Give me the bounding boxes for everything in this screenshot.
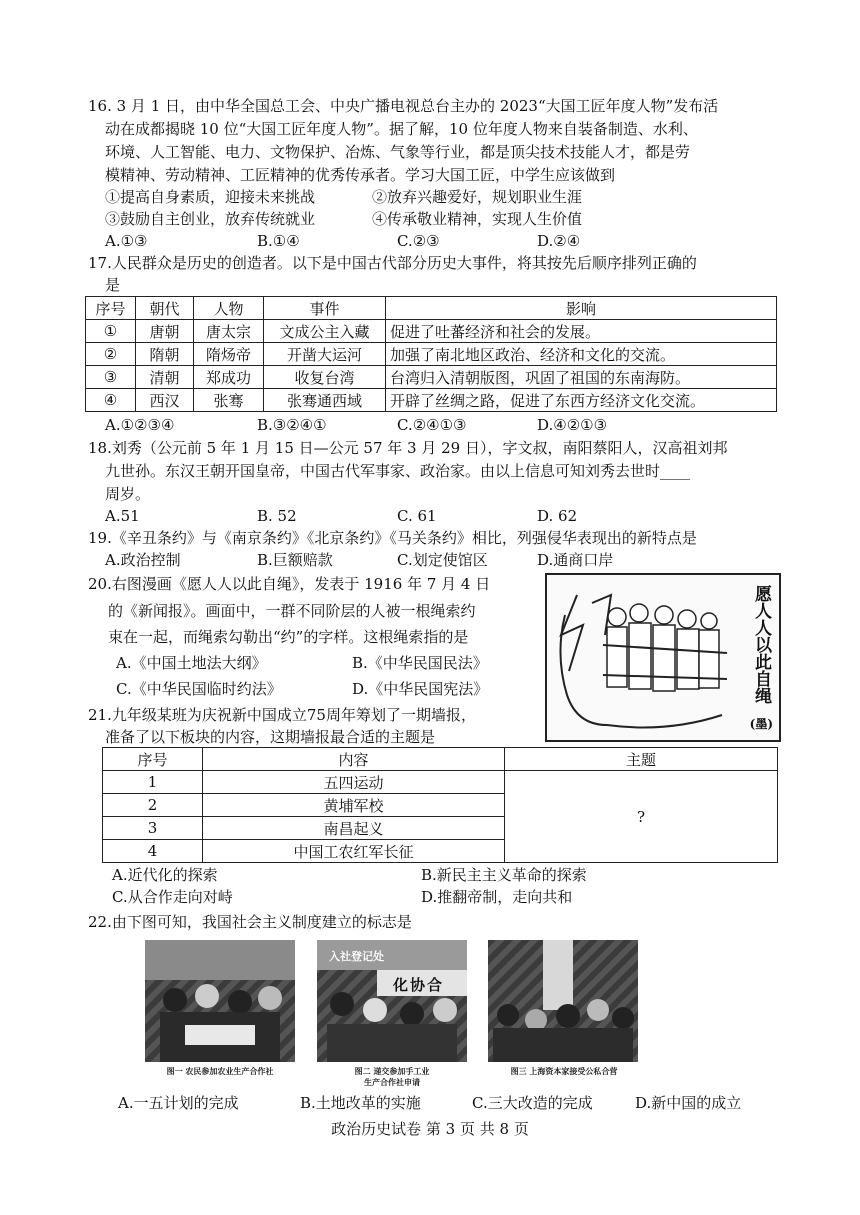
table-header: 事件: [264, 297, 386, 320]
q18-choice-a[interactable]: A.51: [105, 507, 140, 525]
q20-choice-c[interactable]: C.《中华民国临时约法》: [116, 680, 282, 698]
q16-choice-b[interactable]: B.①④: [257, 232, 300, 250]
table-cell: ④: [86, 389, 136, 412]
q17-line-1: 17.人民群众是历史的创造者。以下是中国古代部分历史大事件，将其按先后顺序排列正确的: [88, 254, 697, 272]
q16-line-1: 16. 3 月 1 日，由中华全国总工会、中央广播电视总台主办的 2023“大国工匠年度人物”发布活: [88, 97, 719, 115]
q20-choice-b[interactable]: B.《中华民国民法》: [352, 654, 488, 672]
table-row: [103, 771, 778, 794]
q16-line-3: 环境、人工智能、电力、文物保护、冶炼、气象等行业，都是顶尖技术技能人才，都是劳: [105, 143, 691, 161]
q17-choice-a[interactable]: A.①②③④: [105, 416, 175, 434]
table-cell: 张骞: [194, 389, 264, 412]
q22-choice-c[interactable]: C.三大改造的完成: [472, 1094, 593, 1112]
q16-choice-a[interactable]: A.①③: [105, 232, 148, 250]
photo-caption-2-line-2: 生产合作社申请: [364, 1077, 420, 1087]
q20-line-2: 的《新闻报》。画面中，一群不同阶层的人被一根绳索约: [108, 602, 476, 620]
q21-choice-c[interactable]: C.从合作走向对峙: [112, 888, 233, 906]
table-cell: ①: [86, 320, 136, 343]
q22-line: 22.由下图可知，我国社会主义制度建立的标志是: [88, 913, 412, 931]
q16-option-3: ③鼓励自主创业，放弃传统就业: [105, 210, 316, 228]
cartoon-signature: (墨): [749, 717, 773, 731]
q20-choice-d[interactable]: D.《中华民国宪法》: [352, 680, 489, 698]
table-cell: 唐太宗: [194, 320, 264, 343]
q18-choice-d[interactable]: D. 62: [537, 507, 578, 525]
q21-table: [102, 747, 778, 863]
q17-table: [85, 296, 777, 412]
photo-figures: [488, 940, 638, 1062]
table-cell: 文成公主入藏: [264, 320, 386, 343]
table-row: [86, 389, 777, 412]
table-cell: 清朝: [136, 366, 194, 389]
table-cell: 中国工农红军长征: [203, 840, 505, 863]
table-header: 序号: [86, 297, 136, 320]
q19-choice-a[interactable]: A.政治控制: [105, 551, 181, 569]
table-cell: ②: [86, 343, 136, 366]
table-cell: 五四运动: [203, 771, 505, 794]
table-cell: 隋朝: [136, 343, 194, 366]
table-cell: 2: [103, 794, 203, 817]
table-row: [86, 343, 777, 366]
q19-choice-d[interactable]: D.通商口岸: [537, 551, 614, 569]
photo-farmers-cooperative: [145, 940, 295, 1062]
q20-line-1: 20.右图漫画《愿人人以此自绳》，发表于 1916 年 7 月 4 日: [88, 575, 491, 593]
cartoon-drawing: [547, 575, 779, 740]
q16-choice-c[interactable]: C.②③: [397, 232, 440, 250]
table-cell: ③: [86, 366, 136, 389]
photo-caption-1: 图一 农民参加农业生产合作社: [166, 1066, 274, 1076]
cartoon-caption: 愿人人以此自绳: [751, 585, 771, 704]
q17-choice-c[interactable]: C.②④①③: [397, 416, 467, 434]
table-header-row: [86, 297, 777, 320]
photo-shanghai-capitalists: [488, 940, 638, 1062]
photo-caption-2-line-1: 图二 递交参加手工业: [354, 1066, 430, 1076]
table-cell: 张骞通西域: [264, 389, 386, 412]
table-row: [86, 366, 777, 389]
table-header: 人物: [194, 297, 264, 320]
q18-choice-c[interactable]: C. 61: [397, 507, 437, 525]
table-header-row: [103, 748, 778, 771]
table-cell: 开凿大运河: [264, 343, 386, 366]
q19-line: 19.《辛丑条约》与《南京条约》《北京条约》《马关条约》相比，列强侵华表现出的新特点是: [88, 529, 697, 547]
q16-option-4: ④传承敬业精神，实现人生价值: [372, 210, 583, 228]
table-cell: 加强了南北地区政治、经济和文化的交流。: [386, 343, 777, 366]
table-header: 主题: [505, 748, 778, 771]
q16-option-2: ②放弃兴趣爱好，规划职业生涯: [372, 188, 583, 206]
photo-caption-3: 图三 上海资本家接受公私合营: [510, 1066, 618, 1076]
q16-line-4: 模精神、劳动精神、工匠精神的优秀传承者。学习大国工匠，中学生应该做到: [105, 166, 616, 184]
theme-cell: ?: [505, 771, 778, 863]
table-header: 朝代: [136, 297, 194, 320]
table-header: 内容: [203, 748, 505, 771]
q22-choice-d[interactable]: D.新中国的成立: [635, 1094, 742, 1112]
table-cell: 西汉: [136, 389, 194, 412]
photo-sign-text: 入社登记处: [329, 950, 384, 963]
q17-choice-d[interactable]: D.④②①③: [537, 416, 608, 434]
q18-line-1: 18.刘秀（公元前 5 年 1 月 15 日—公元 57 年 3 月 29 日），字文叔，南阳蔡阳人，汉高祖刘邦: [88, 439, 728, 457]
q21-choice-d[interactable]: D.推翻帝制，走向共和: [421, 888, 573, 906]
q21-choice-a[interactable]: A.近代化的探索: [112, 866, 218, 884]
photo-handicraft-cooperative: [317, 940, 467, 1062]
q21-choice-b[interactable]: B.新民主主义革命的探索: [421, 866, 587, 884]
table-header: 序号: [103, 748, 203, 771]
table-cell: 台湾归入清朝版图，巩固了祖国的东南海防。: [386, 366, 777, 389]
table-cell: 唐朝: [136, 320, 194, 343]
cartoon-image: [545, 573, 781, 742]
q16-line-2: 动在成都揭晓 10 位“大国工匠年度人物”。据了解，10 位年度人物来自装备制造、水利、: [105, 120, 698, 138]
q20-line-3: 束在一起，而绳索勾勒出“约”的字样。这根绳索指的是: [108, 628, 469, 646]
q18-choice-b[interactable]: B. 52: [257, 507, 297, 525]
q16-choice-d[interactable]: D.②④: [537, 232, 581, 250]
q18-line-3: 周岁。: [105, 485, 151, 503]
q22-choice-b[interactable]: B.土地改革的实施: [300, 1094, 421, 1112]
table-cell: 南昌起义: [203, 817, 505, 840]
table-cell: 隋炀帝: [194, 343, 264, 366]
q18-line-2: 九世孙。东汉王朝开国皇帝，中国古代军事家、政治家。由以上信息可知刘秀去世时____: [105, 462, 691, 480]
table-cell: 促进了吐蕃经济和社会的发展。: [386, 320, 777, 343]
table-cell: 黄埔军校: [203, 794, 505, 817]
table-cell: 开辟了丝绸之路，促进了东西方经济文化交流。: [386, 389, 777, 412]
q19-choice-c[interactable]: C.划定使馆区: [397, 551, 488, 569]
table-cell: 郑成功: [194, 366, 264, 389]
table-cell: 4: [103, 840, 203, 863]
q17-line-2: 是: [105, 276, 121, 294]
q21-line-1: 21.九年级某班为庆祝新中国成立75周年筹划了一期墙报，: [88, 706, 476, 724]
q21-line-2: 准备了以下板块的内容，这期墙报最合适的主题是: [105, 728, 436, 746]
table-cell: 3: [103, 817, 203, 840]
q19-choice-b[interactable]: B.巨额赔款: [257, 551, 333, 569]
q17-choice-b[interactable]: B.③②④①: [257, 416, 327, 434]
q20-choice-a[interactable]: A.《中国土地法大纲》: [116, 654, 267, 672]
page-footer: 政治历史试卷 第 3 页 共 8 页: [331, 1120, 529, 1138]
q16-option-1: ①提高自身素质，迎接未来挑战: [105, 188, 316, 206]
table-cell: 收复台湾: [264, 366, 386, 389]
photo-figures: [145, 940, 295, 1062]
photo-caption-2: [317, 1066, 467, 1088]
table-cell: 1: [103, 771, 203, 794]
photo-banner-text: 化协合: [393, 976, 445, 994]
table-row: [86, 320, 777, 343]
table-header: 影响: [386, 297, 777, 320]
q22-choice-a[interactable]: A.一五计划的完成: [118, 1094, 239, 1112]
